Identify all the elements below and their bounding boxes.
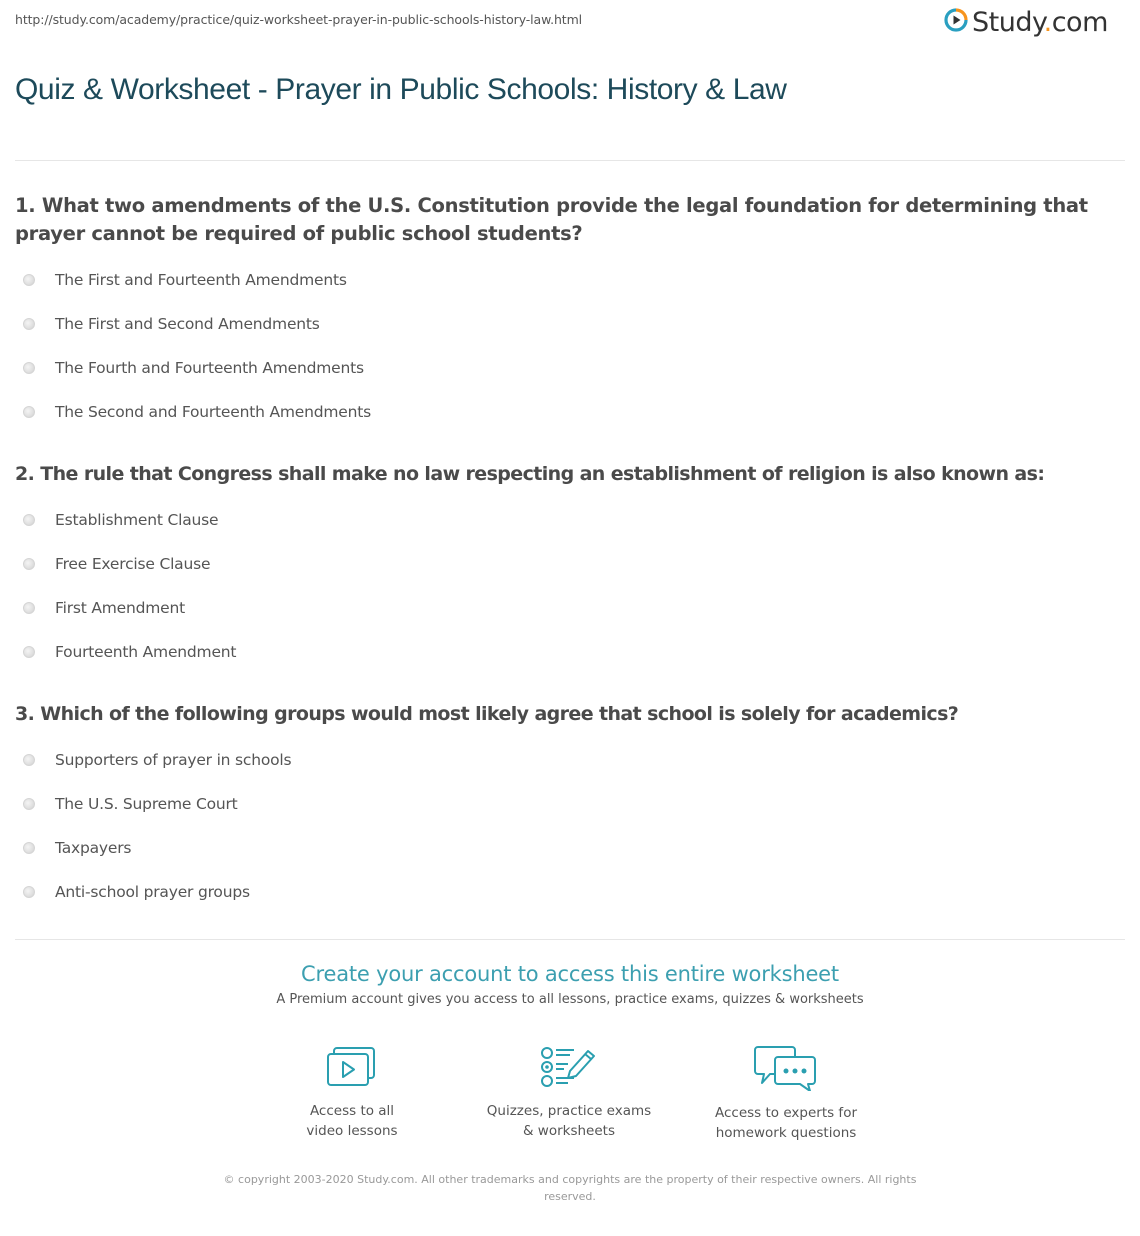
radio-button[interactable] (23, 602, 35, 614)
answer-option[interactable]: Anti-school prayer groups (15, 870, 1115, 914)
radio-button[interactable] (23, 406, 35, 418)
radio-button[interactable] (23, 362, 35, 374)
answer-option[interactable]: Taxpayers (15, 826, 1115, 870)
quiz-checklist-icon (469, 1045, 669, 1089)
radio-button[interactable] (23, 514, 35, 526)
signup-cta (0, 962, 1140, 1007)
answer-option[interactable]: Supporters of prayer in schools (15, 738, 1115, 782)
radio-button[interactable] (23, 842, 35, 854)
answer-option[interactable]: The Second and Fourteenth Amendments (15, 390, 1115, 434)
cta-subtitle: A Premium account gives you access to all lessons, practice exams, quizzes & worksheets (276, 992, 864, 1007)
chat-bubbles-icon (686, 1045, 886, 1091)
answer-option[interactable]: The Fourth and Fourteenth Amendments (15, 346, 1115, 390)
logo-wordmark: Study.com (972, 6, 1108, 38)
radio-button[interactable] (23, 646, 35, 658)
feature-video-lessons: Access to all video lessons (252, 1045, 452, 1141)
title-divider (15, 160, 1125, 161)
question-1 (15, 192, 1115, 434)
copyright-notice: © copyright 2003-2020 Study.com. All other trademarks and copyrights are the property of their respective owners. All rights reserved. (223, 1173, 917, 1203)
radio-button[interactable] (23, 886, 35, 898)
section-divider (15, 939, 1125, 940)
page-url: http://study.com/academy/practice/quiz-worksheet-prayer-in-public-schools-history-law.html (15, 12, 583, 27)
answer-option[interactable]: The First and Second Amendments (15, 302, 1115, 346)
feature-experts: Access to experts for homework questions (686, 1045, 886, 1143)
feature-quizzes: Quizzes, practice exams & worksheets (469, 1045, 669, 1141)
radio-button[interactable] (23, 558, 35, 570)
radio-button[interactable] (23, 318, 35, 330)
question-text: 3. Which of the following groups would most likely agree that school is solely for academics? (15, 703, 959, 725)
radio-button[interactable] (23, 274, 35, 286)
create-account-link[interactable]: Create your account to access this entire worksheet (301, 962, 839, 986)
answer-option[interactable]: Free Exercise Clause (15, 542, 1115, 586)
answer-option[interactable]: The First and Fourteenth Amendments (15, 258, 1115, 302)
page-title: Quiz & Worksheet - Prayer in Public Schools: History & Law (15, 73, 787, 106)
question-3 (15, 700, 1115, 914)
answer-option[interactable]: Fourteenth Amendment (15, 630, 1115, 674)
radio-button[interactable] (23, 754, 35, 766)
video-lessons-icon (252, 1045, 452, 1089)
answer-option[interactable]: The U.S. Supreme Court (15, 782, 1115, 826)
answer-option[interactable]: Establishment Clause (15, 498, 1115, 542)
question-text: 2. The rule that Congress shall make no law respecting an establishment of religion is also known as: (15, 463, 1045, 485)
play-circle-icon (944, 8, 968, 36)
question-2 (15, 460, 1115, 674)
study-logo[interactable] (944, 8, 1108, 36)
answer-option[interactable]: First Amendment (15, 586, 1115, 630)
question-text: 1. What two amendments of the U.S. Constitution provide the legal foundation for determining that prayer cannot be required of public school students? (15, 194, 1088, 245)
radio-button[interactable] (23, 798, 35, 810)
